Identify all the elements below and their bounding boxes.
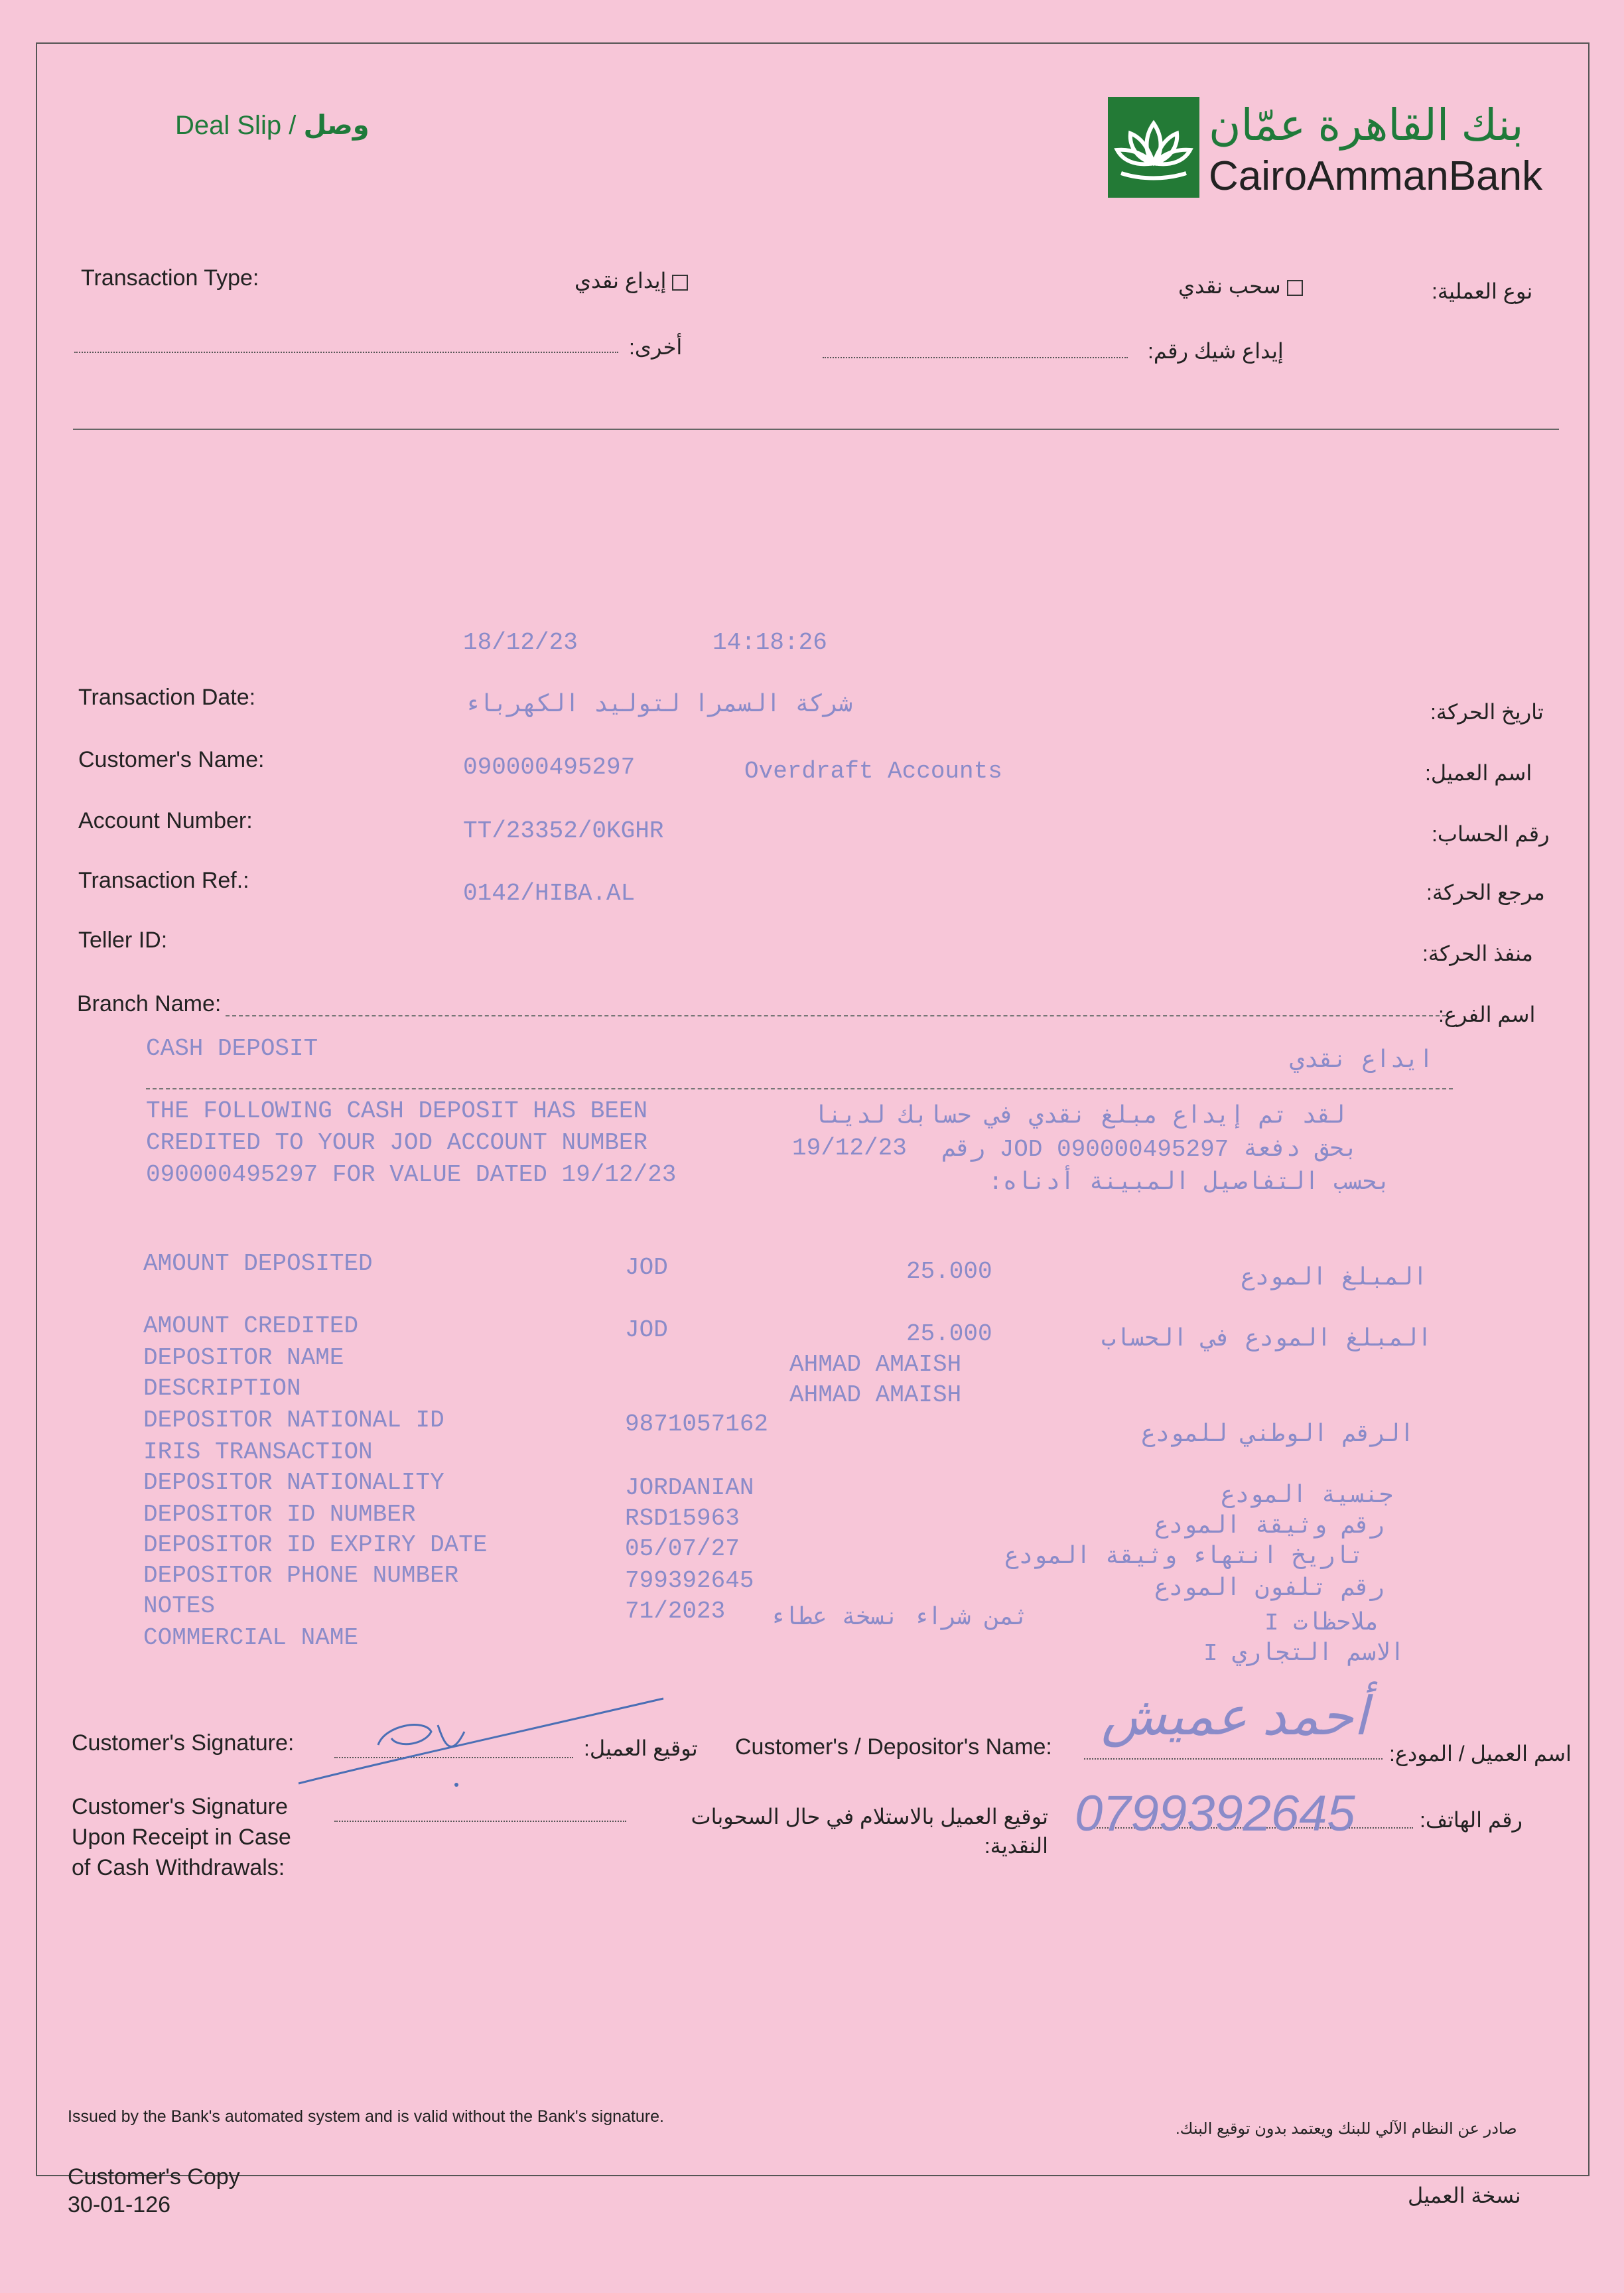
slip-title bbox=[175, 110, 370, 141]
slip-title-en: Deal Slip / bbox=[175, 111, 297, 140]
amount-credited-value: 25.000 bbox=[906, 1320, 992, 1348]
expiry-date-value: 05/07/27 bbox=[625, 1535, 740, 1563]
phone-label-ar: رقم الهاتف: bbox=[1420, 1808, 1522, 1832]
nationality-label-ar: جنسية المودع bbox=[1221, 1482, 1394, 1509]
amount-deposited-label-ar: المبلغ المودع bbox=[1241, 1265, 1428, 1292]
branch-name-label: Branch Name: bbox=[77, 991, 222, 1016]
national-id-label: DEPOSITOR NATIONAL ID bbox=[143, 1407, 444, 1434]
amount-credited-label: AMOUNT CREDITED bbox=[143, 1312, 359, 1340]
national-id-label-ar: الرقم الوطني للمودع bbox=[1141, 1421, 1414, 1448]
bank-logo-icon bbox=[1108, 97, 1199, 198]
commercial-name-label: COMMERCIAL NAME bbox=[143, 1624, 359, 1651]
receipt-signature-label: Customer's Signature Upon Receipt in Case of Cash Withdrawals: bbox=[72, 1794, 291, 1880]
cheque-deposit-label: إيداع شيك رقم: bbox=[1148, 339, 1284, 363]
transaction-date-label-ar: تاريخ الحركة: bbox=[1430, 700, 1544, 724]
nationality-value: JORDANIAN bbox=[625, 1474, 754, 1501]
receipt-signature-line[interactable] bbox=[334, 1821, 626, 1822]
deposit-msg-ar-2: بحق دفعة JOD 090000495297 رقم bbox=[942, 1136, 1359, 1163]
transaction-ref-value: TT/23352/0KGHR bbox=[463, 817, 664, 845]
description-value: AHMAD AMAISH bbox=[789, 1381, 962, 1409]
nationality-label: DEPOSITOR NATIONALITY bbox=[143, 1469, 444, 1496]
customer-name-label-ar: اسم العميل: bbox=[1425, 761, 1532, 785]
id-number-label-ar: رقم وثيقة المودع bbox=[1154, 1513, 1385, 1540]
cheque-line bbox=[823, 357, 1128, 358]
customer-copy-label-ar: نسخة العميل bbox=[1408, 2184, 1521, 2207]
deposit-dash-line bbox=[146, 1088, 1453, 1089]
notes-value-ar: ثمن شراء نسخة عطاء bbox=[770, 1604, 1028, 1632]
transaction-type-label-ar: نوع العملية: bbox=[1432, 279, 1533, 303]
phone-value: 799392645 bbox=[625, 1567, 754, 1594]
form-number: 30-01-126 bbox=[68, 2192, 171, 2217]
transaction-type-label: Transaction Type: bbox=[81, 265, 259, 291]
slip-title-ar: وصل bbox=[303, 111, 370, 140]
notes-value: 71/2023 bbox=[625, 1598, 726, 1625]
printed-time: 14:18:26 bbox=[712, 629, 827, 656]
printed-date: 18/12/23 bbox=[463, 629, 578, 656]
expiry-date-label: DEPOSITOR ID EXPIRY DATE bbox=[143, 1531, 488, 1559]
teller-id-label-ar: منفذ الحركة: bbox=[1422, 941, 1533, 965]
cash-withdrawal-option[interactable]: سحب نقدي bbox=[1178, 273, 1303, 299]
account-number-value: 090000495297 bbox=[463, 754, 636, 781]
customer-copy-label: Customer's Copy bbox=[68, 2164, 240, 2189]
teller-id-label: Teller ID: bbox=[78, 928, 168, 953]
phone-label: DEPOSITOR PHONE NUMBER bbox=[143, 1562, 459, 1589]
depositor-name-line[interactable] bbox=[1084, 1758, 1383, 1760]
handwritten-name: أحمد عميش bbox=[1101, 1687, 1369, 1746]
receipt-signature-label-ar: توقيع العميل بالاستلام في حال السحوبات النقدية: bbox=[691, 1805, 1048, 1858]
cash-deposit-option[interactable]: إيداع نقدي bbox=[575, 268, 688, 293]
amount-credited-label-ar: المبلغ المودع في الحساب bbox=[1101, 1326, 1432, 1353]
deposit-title-en: CASH DEPOSIT bbox=[146, 1035, 318, 1062]
handwritten-phone: 0799392645 bbox=[1075, 1785, 1355, 1842]
description-label: DESCRIPTION bbox=[143, 1375, 301, 1402]
amount-deposited-label: AMOUNT DEPOSITED bbox=[143, 1250, 373, 1277]
account-type-value: Overdraft Accounts bbox=[744, 758, 1002, 785]
deposit-msg-ar-3: بحسب التفاصيل المبينة أدناه: bbox=[988, 1169, 1391, 1196]
phone-label-ar: رقم تلفون المودع bbox=[1154, 1575, 1385, 1602]
depositor-name-field-label-ar: اسم العميل / المودع: bbox=[1389, 1742, 1572, 1766]
other-line bbox=[74, 352, 618, 353]
issued-note-ar: صادر عن النظام الآلي للبنك ويعتمد بدون توقيع البنك. bbox=[1176, 2120, 1517, 2138]
notes-label: NOTES bbox=[143, 1592, 216, 1620]
transaction-ref-label: Transaction Ref.: bbox=[78, 868, 249, 893]
deposit-title-ar: ايداع نقدي bbox=[1290, 1047, 1434, 1074]
notes-label-ar: ملاحظات I bbox=[1264, 1610, 1380, 1637]
depositor-name-field-label: Customer's / Depositor's Name: bbox=[735, 1734, 1052, 1760]
commercial-name-label-ar: الاسم التجاري I bbox=[1203, 1640, 1405, 1667]
transaction-ref-label-ar: مرجع الحركة: bbox=[1426, 880, 1545, 904]
account-number-label: Account Number: bbox=[78, 808, 253, 833]
deposit-msg-ar-date: 19/12/23 bbox=[792, 1135, 907, 1162]
amount-credited-currency: JOD bbox=[625, 1316, 668, 1344]
iris-transaction-label: IRIS TRANSACTION bbox=[143, 1438, 373, 1466]
customer-signature-icon bbox=[292, 1685, 677, 1791]
national-id-value: 9871057162 bbox=[625, 1411, 769, 1438]
deposit-msg-en-2: CREDITED TO YOUR JOD ACCOUNT NUMBER bbox=[146, 1129, 648, 1156]
other-label: أخرى: bbox=[629, 335, 683, 359]
branch-dash-line bbox=[226, 1015, 1446, 1016]
transaction-date-label: Transaction Date: bbox=[78, 685, 256, 710]
deposit-msg-en-3: 090000495297 FOR VALUE DATED 19/12/23 bbox=[146, 1161, 677, 1188]
divider bbox=[73, 429, 1559, 430]
bank-name-ar: بنك القاهرة عمّان bbox=[1209, 100, 1524, 149]
deposit-msg-ar-1: لقد تم إيداع مبلغ نقدي في حسابك لدينا bbox=[813, 1103, 1345, 1130]
depositor-name-label: DEPOSITOR NAME bbox=[143, 1344, 344, 1371]
teller-id-value: 0142/HIBA.AL bbox=[463, 880, 636, 907]
account-number-label-ar: رقم الحساب: bbox=[1432, 822, 1550, 846]
amount-deposited-value: 25.000 bbox=[906, 1258, 992, 1285]
bank-name-en: CairoAmmanBank bbox=[1209, 153, 1543, 199]
expiry-date-label-ar: تاريخ انتهاء وثيقة المودع bbox=[1004, 1543, 1364, 1570]
amount-deposited-currency: JOD bbox=[625, 1254, 668, 1281]
deposit-msg-en-1: THE FOLLOWING CASH DEPOSIT HAS BEEN bbox=[146, 1097, 648, 1125]
customer-name-value: شركة السمرا لتوليد الكهرباء bbox=[464, 691, 852, 719]
depositor-name-value: AHMAD AMAISH bbox=[789, 1351, 962, 1378]
issued-note-en: Issued by the Bank's automated system and is valid without the Bank's signature. bbox=[68, 2107, 664, 2126]
customer-name-label: Customer's Name: bbox=[78, 747, 265, 772]
checkbox-icon bbox=[1287, 280, 1303, 296]
checkbox-icon bbox=[672, 275, 688, 291]
branch-name-label-ar: اسم الفرع: bbox=[1438, 1003, 1536, 1026]
customer-signature-label: Customer's Signature: bbox=[72, 1730, 295, 1756]
customer-signature-label-ar: توقيع العميل: bbox=[584, 1736, 698, 1760]
id-number-value: RSD15963 bbox=[625, 1505, 740, 1532]
id-number-label: DEPOSITOR ID NUMBER bbox=[143, 1501, 416, 1528]
